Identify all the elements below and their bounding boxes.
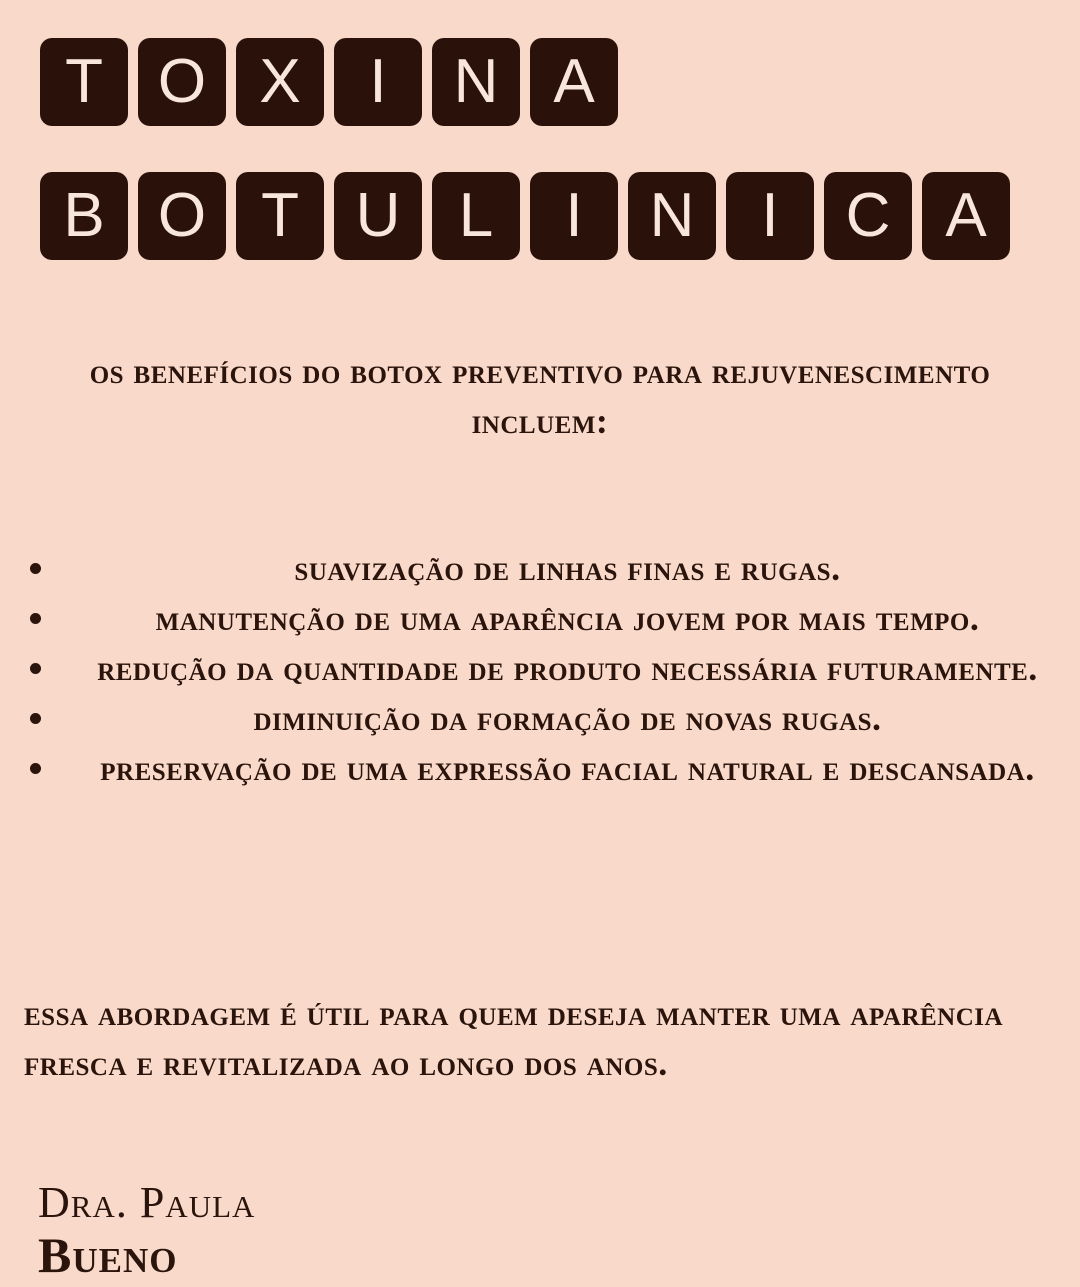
intro-text: os benefícios do botox preventivo para rejuvenescimento incluem:: [89, 351, 991, 441]
letter-tile: B: [40, 172, 128, 260]
letter-tile: L: [432, 172, 520, 260]
letter-tile: T: [40, 38, 128, 126]
bullet-icon: [30, 613, 41, 624]
benefit-item: [0, 593, 1080, 643]
letter-tile: X: [236, 38, 324, 126]
benefit-item: [0, 693, 1080, 743]
signature-last-name: Bueno: [38, 1227, 178, 1283]
letter-tile: A: [922, 172, 1010, 260]
benefit-item: [0, 643, 1080, 693]
benefit-text: preservação de uma expressão facial natural e descansada.: [100, 748, 1035, 788]
bullet-icon: [30, 663, 41, 674]
conclusion-text: essa abordagem é útil para quem deseja manter uma aparência fresca e revitalizada ao longo dos anos.: [24, 993, 1004, 1083]
letter-tile: U: [334, 172, 422, 260]
letter-tile: A: [530, 38, 618, 126]
letter-tile: I: [726, 172, 814, 260]
bullet-icon: [30, 713, 41, 724]
title-row-botulinica: [40, 172, 1010, 260]
bullet-icon: [30, 763, 41, 774]
letter-tile: O: [138, 38, 226, 126]
benefit-text: suavização de linhas finas e rugas.: [294, 548, 841, 588]
benefit-item: [0, 543, 1080, 593]
letter-tile: I: [530, 172, 618, 260]
title-row-toxina: [40, 38, 618, 126]
letter-tile: T: [236, 172, 324, 260]
benefit-text: diminuição da formação de novas rugas.: [253, 698, 882, 738]
letter-tile: N: [628, 172, 716, 260]
letter-tile: N: [432, 38, 520, 126]
benefits-list: [0, 543, 1080, 793]
benefit-text: manutenção de uma aparência jovem por mais tempo.: [155, 598, 980, 638]
signature-first-name: Dra. Paula: [38, 1178, 256, 1227]
benefit-text: redução da quantidade de produto necessária futuramente.: [97, 648, 1038, 688]
signature: [38, 1178, 255, 1282]
letter-tile: I: [334, 38, 422, 126]
benefit-item: [0, 743, 1080, 793]
letter-tile: C: [824, 172, 912, 260]
letter-tile: O: [138, 172, 226, 260]
bullet-icon: [30, 563, 41, 574]
